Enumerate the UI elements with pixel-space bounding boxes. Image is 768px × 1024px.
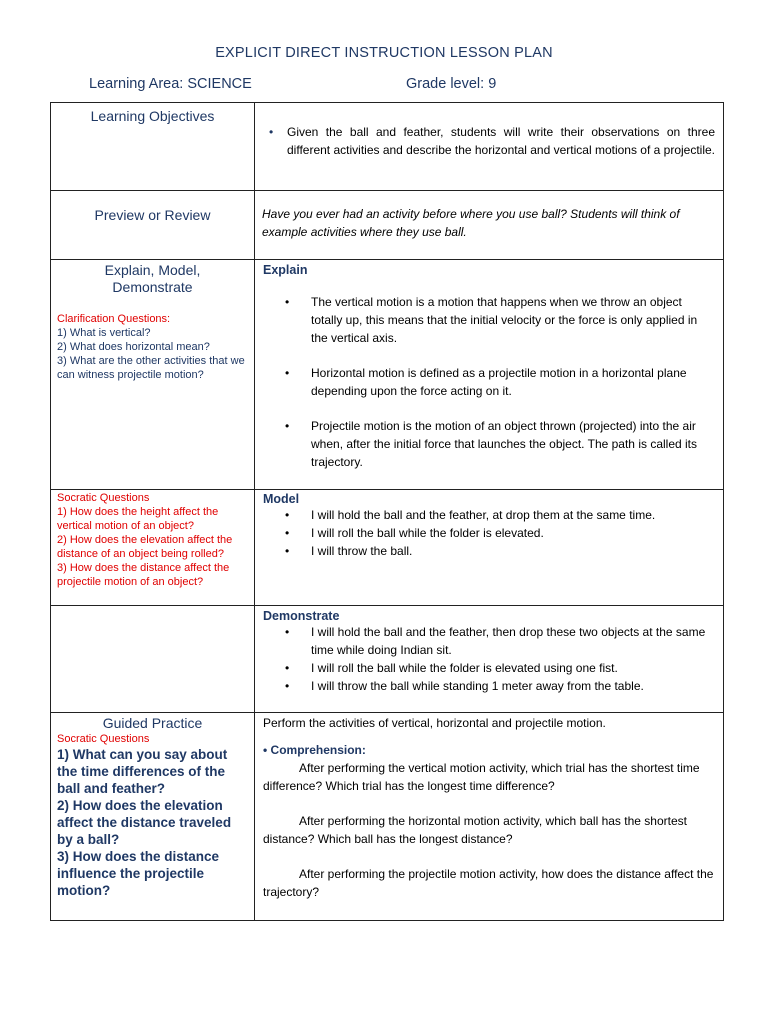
guided-row bbox=[51, 713, 724, 921]
bullet-icon: • bbox=[285, 661, 290, 675]
model-heading: Model bbox=[263, 492, 300, 506]
model-list bbox=[255, 506, 723, 560]
objectives-content-cell bbox=[255, 103, 724, 191]
learning-area-label: Learning Area: SCIENCE bbox=[89, 76, 252, 92]
objectives-row bbox=[51, 103, 724, 191]
guided-paragraph: After performing the vertical motion activity, which trial has the shortest time difference? Which trial has the longest time difference? bbox=[263, 761, 700, 793]
list-item: • I will roll the ball while the folder is elevated using one fist. bbox=[285, 661, 618, 675]
lesson-plan-table bbox=[50, 102, 724, 921]
explain-label-cell bbox=[51, 260, 255, 490]
preview-label: Preview or Review bbox=[94, 207, 211, 223]
list-item: • I will throw the ball. bbox=[285, 544, 413, 558]
clarification-item: 2) What does horizontal mean? bbox=[57, 341, 210, 353]
bullet-icon: • bbox=[285, 295, 290, 309]
demonstrate-label-cell bbox=[51, 606, 255, 713]
preview-label-cell bbox=[51, 191, 255, 260]
socratic-heading: Socratic Questions bbox=[57, 733, 150, 745]
bullet-icon: • bbox=[285, 508, 290, 522]
guided-question: 3) How does the distance influence the projectile motion? bbox=[57, 849, 220, 898]
comprehension-label: • Comprehension: bbox=[263, 743, 366, 757]
bullet-icon: • bbox=[269, 125, 274, 139]
clarification-item: 1) What is vertical? bbox=[57, 327, 151, 339]
list-item: • I will hold the ball and the feather, then drop these two objects at the same time while doing Indian sit. bbox=[285, 625, 706, 657]
document-title: EXPLICIT DIRECT INSTRUCTION LESSON PLAN bbox=[215, 45, 553, 61]
objectives-label: Learning Objectives bbox=[90, 108, 215, 124]
list-item: • Horizontal motion is defined as a projectile motion in a horizontal plane depending upon the force acting on it. bbox=[285, 366, 687, 398]
demonstrate-row bbox=[51, 606, 724, 713]
model-row bbox=[51, 490, 724, 606]
bullet-icon: • bbox=[285, 526, 290, 540]
guided-paragraph: After performing the projectile motion activity, how does the distance affect the trajectory? bbox=[263, 867, 714, 899]
explain-label: Explain, Model, Demonstrate bbox=[104, 262, 201, 295]
explain-list bbox=[255, 277, 723, 471]
list-item: • Given the ball and feather, students will write their observations on three different activities and describe the horizontal and vertical motions of a projectile. bbox=[269, 125, 716, 157]
explain-content-cell bbox=[255, 260, 724, 490]
list-item: • I will roll the ball while the folder is elevated. bbox=[285, 526, 544, 540]
demonstrate-content-cell bbox=[255, 606, 724, 713]
socratic-item: 1) How does the height affect the vertical motion of an object? bbox=[57, 506, 219, 532]
bullet-icon: • bbox=[285, 625, 290, 639]
bullet-icon: • bbox=[285, 419, 290, 433]
list-item: • Projectile motion is the motion of an object thrown (projected) into the air when, after the initial force that launches the object. The path is called its trajectory. bbox=[285, 419, 698, 469]
model-content-cell bbox=[255, 490, 724, 606]
socratic-item: 3) How does the distance affect the projectile motion of an object? bbox=[57, 562, 230, 588]
guided-content-cell bbox=[255, 713, 724, 921]
objectives-label-cell bbox=[51, 103, 255, 191]
guided-label-cell bbox=[51, 713, 255, 921]
preview-content-cell bbox=[255, 191, 724, 260]
guided-label: Guided Practice bbox=[102, 715, 203, 731]
list-item: • The vertical motion is a motion that happens when we throw an object totally up, this means that the initial velocity or the force is only applied in the vertical axis. bbox=[285, 295, 698, 345]
explain-row bbox=[51, 260, 724, 490]
demonstrate-list bbox=[255, 623, 723, 695]
grade-level-label: Grade level: 9 bbox=[406, 76, 497, 92]
model-label-cell bbox=[51, 490, 255, 606]
list-item: • I will throw the ball while standing 1 meter away from the table. bbox=[285, 679, 644, 693]
clarification-heading: Clarification Questions: bbox=[57, 313, 171, 325]
demonstrate-heading: Demonstrate bbox=[263, 609, 340, 623]
guided-question: 1) What can you say about the time differences of the ball and feather? bbox=[57, 747, 228, 796]
socratic-heading: Socratic Questions bbox=[57, 492, 150, 504]
objectives-list bbox=[263, 123, 715, 159]
preview-row bbox=[51, 191, 724, 260]
socratic-item: 2) How does the elevation affect the distance of an object being rolled? bbox=[57, 534, 233, 560]
guided-question: 2) How does the elevation affect the distance traveled by a ball? bbox=[57, 798, 232, 847]
bullet-icon: • bbox=[285, 544, 290, 558]
clarification-item: 3) What are the other activities that we can witness projectile motion? bbox=[57, 355, 245, 381]
bullet-icon: • bbox=[285, 679, 290, 693]
list-item: • I will hold the ball and the feather, at drop them at the same time. bbox=[285, 508, 656, 522]
explain-heading: Explain bbox=[263, 263, 308, 277]
guided-paragraph: After performing the horizontal motion activity, which ball has the shortest distance? Which ball has the longest distance? bbox=[263, 814, 687, 846]
bullet-icon: • bbox=[285, 366, 290, 380]
guided-intro: Perform the activities of vertical, horizontal and projectile motion. bbox=[263, 716, 606, 730]
preview-text: Have you ever had an activity before where you use ball? Students will think of example activities where they use ball. bbox=[262, 207, 680, 239]
